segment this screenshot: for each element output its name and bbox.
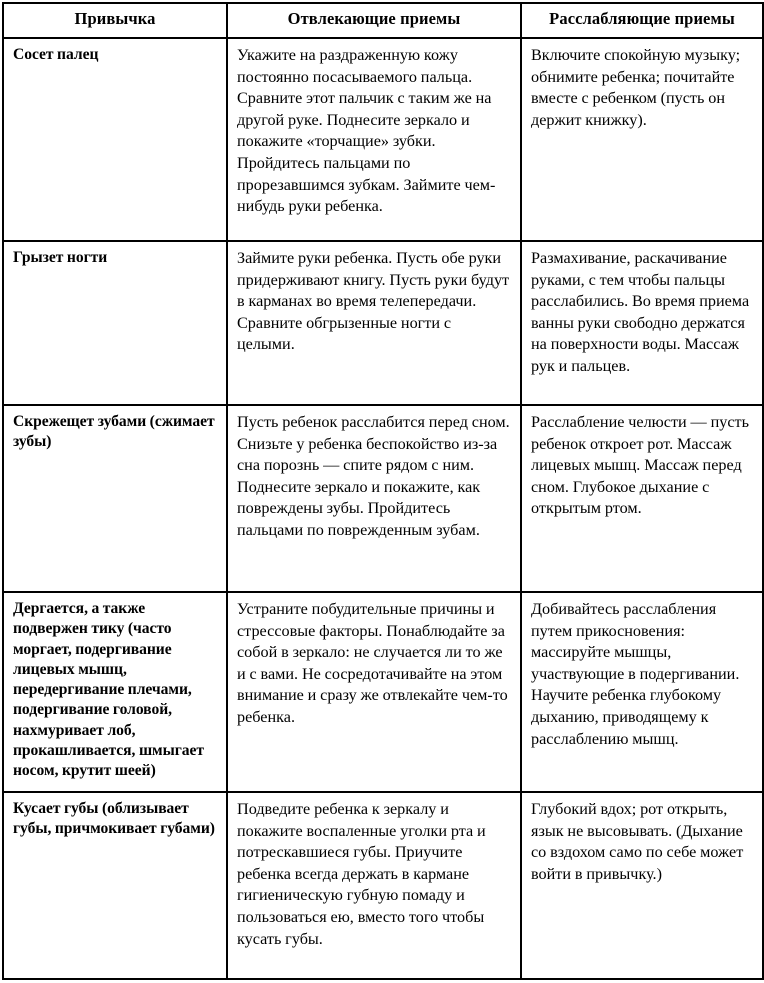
cell-relaxing: Расслабление челюсти — пусть ребенок откроет рот. Массаж лицевых мышц. Массаж перед сном. Глубокое дыхание с открытым ртом. — [521, 405, 763, 592]
table-body — [3, 38, 763, 979]
cell-relaxing: Размахивание, раскачивание руками, с тем чтобы пальцы расслабились. Во время приема ванны руки свободно держатся на поверхности воды. Массаж рук и пальцев. — [521, 241, 763, 405]
column-header-distracting: Отвлекающие приемы — [227, 3, 521, 38]
cell-habit: Сосет палец — [3, 38, 227, 241]
cell-distracting: Подведите ребенка к зеркалу и покажите воспаленные уголки рта и потрескавшиеся губы. Приучите ребенка всегда держать в кармане гигиеническую губную помаду и пользоваться ею, вместо того чтобы кусать губы. — [227, 792, 521, 979]
cell-habit: Кусает губы (облизывает губы, причмокивает губами) — [3, 792, 227, 979]
cell-distracting: Устраните побудительные причины и стрессовые факторы. Понаблюдайте за собой в зеркало: не случается ли то же и с вами. Не сосредотачивайте на этом внимание и сразу же отвлекайте чем-то ребенка. — [227, 592, 521, 792]
habits-table — [2, 2, 764, 980]
table-row — [3, 792, 763, 979]
cell-habit: Грызет ногти — [3, 241, 227, 405]
table-row — [3, 592, 763, 792]
column-header-relaxing: Расслабляющие приемы — [521, 3, 763, 38]
cell-habit: Дергается, а также подвержен тику (часто моргает, подергивание лицевых мышц, передергивание плечами, подергивание головой, нахмуривает лоб, прокашливается, шмыгает носом, крутит шеей) — [3, 592, 227, 792]
cell-relaxing: Включите спокойную музыку; обнимите ребенка; почитайте вместе с ребенком (пусть он держит книжку). — [521, 38, 763, 241]
table-row — [3, 405, 763, 592]
column-header-habit: Привычка — [3, 3, 227, 38]
cell-distracting: Займите руки ребенка. Пусть обе руки придерживают книгу. Пусть руки будут в карманах во время телепередачи. Сравните обгрызенные ногти с целыми. — [227, 241, 521, 405]
cell-distracting: Пусть ребенок расслабится перед сном. Снизьте у ребенка беспокойство из-за сна порознь — спите рядом с ним. Поднесите зеркало и покажите, как повреждены зубы. Пройдитесь пальцами по поврежденным зубам. — [227, 405, 521, 592]
header-row — [3, 3, 763, 38]
table-row — [3, 241, 763, 405]
table-header — [3, 3, 763, 38]
cell-relaxing: Глубокий вдох; рот открыть, язык не высовывать. (Дыхание со вздохом само по себе может войти в привычку.) — [521, 792, 763, 979]
cell-distracting: Укажите на раздраженную кожу постоянно посасываемого пальца. Сравните этот пальчик с таким же на другой руке. Поднесите зеркало и покажите «торчащие» зубки. Пройдитесь пальцами по прорезавшимся зубкам. Займите чем-нибудь руки ребенка. — [227, 38, 521, 241]
table-row — [3, 38, 763, 241]
cell-habit: Скрежещет зубами (сжимает зубы) — [3, 405, 227, 592]
cell-relaxing: Добивайтесь расслабления путем прикосновения: массируйте мышцы, участвующие в подергивании. Научите ребенка глубокому дыханию, приводящему к расслаблению мышц. — [521, 592, 763, 792]
